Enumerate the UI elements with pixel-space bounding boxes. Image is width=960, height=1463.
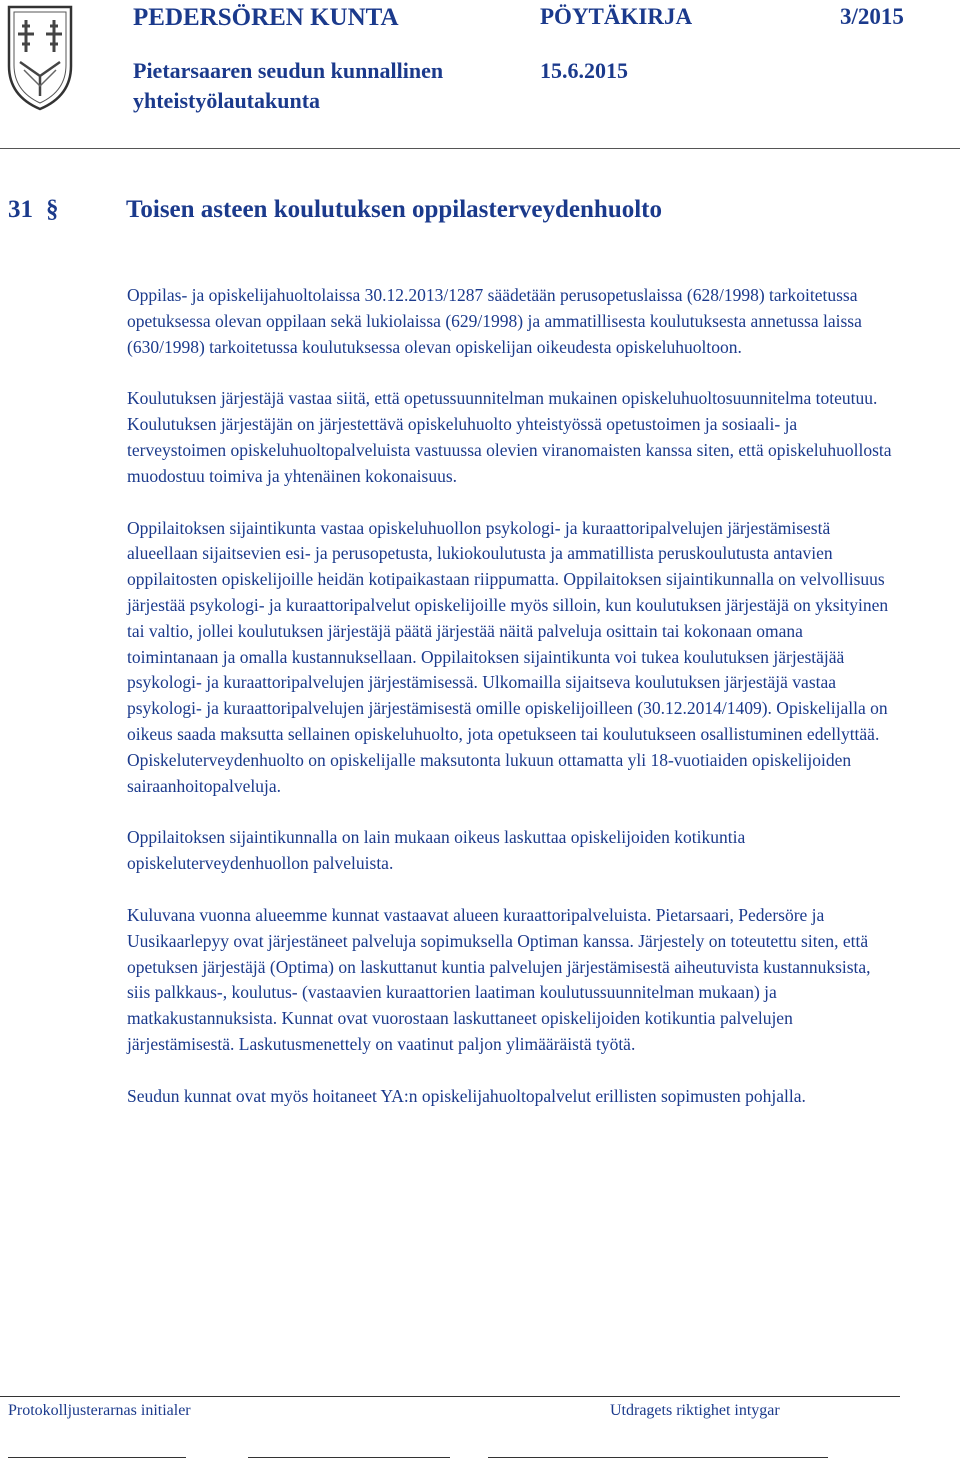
header-divider [0, 148, 960, 149]
paragraph: Oppilas- ja opiskelijahuoltolaissa 30.12.2013/1287 säädetään perusopetuslaissa (628/1998) tarkoitetussa opetuksessa olevan oppilaan sekä lukiolaissa (629/1998) ja ammatillisesta koulutuksesta annetussa laissa (630/1998) tarkoitetussa koulutuksessa olevan opiskelijan oikeudesta opiskeluhuoltoon. [127, 285, 862, 357]
initials-label: Protokolljusterarnas initialer [8, 1402, 191, 1419]
section-number: 31 [8, 196, 33, 223]
meeting-date: 15.6.2015 [540, 58, 628, 83]
signature-line [488, 1457, 828, 1458]
footer-divider [0, 1396, 900, 1397]
signature-line [248, 1457, 450, 1458]
section-heading [8, 196, 662, 224]
paragraph: Oppilaitoksen sijaintikunnalla on lain mukaan oikeus laskuttaa opiskelijoiden kotikuntia opiskeluterveydenhuollon palveluista. [127, 827, 746, 874]
paragraph: Oppilaitoksen sijaintikunta vastaa opiskeluhuollon psykologi- ja kuraattoripalvelujen järjestämisestä alueellaan sijaitsevien esi- ja perusopetusta, lukiokoulutusta ja ammatillista peruskoulutusta antavien oppilaitosten opiskelijoille heidän kotipaikastaan riippumatta. Oppilaitoksen sijaintikunnalla on velvollisuus järjestää psykologi- ja kuraattoripalvelut opiskelijoille myös silloin, kun koulutuksen järjestäjä on yksityinen tai valtio, jollei koulutuksen järjestäjä päätä järjestää näitä palveluja osittain tai kokonaan omana toimintanaan ja omalla kustannuksellaan. Oppilaitoksen sijaintikunta voi tukea koulutuksen järjestäjää psykologi- ja kuraattoripalvelujen järjestämisessä. Ulkomailla sijaitseva koulutuksen järjestäjä vastaa psykologi- ja kuraattoripalvelujen järjestämisestä omille opiskelijoilleen (30.12.2014/1409). Opiskelijalla on oikeus saada maksutta sellainen opiskeluhuolto, jota opetukseen tai koulutukseen osallistuminen edellyttää. Opiskeluterveydenhuolto on opiskelijalle maksutonta lukuun ottamatta yli 18-vuotiaiden opiskelijoiden sairaanhoitopalveluja. [127, 517, 889, 796]
section-title: Toisen asteen koulutuksen oppilasterveydenhuolto [126, 196, 662, 223]
committee-name-line1: Pietarsaaren seudun kunnallinen [133, 58, 444, 83]
paragraph: Koulutuksen järjestäjä vastaa siitä, että opetussuunnitelman mukainen opiskeluhuoltosuunnitelma toteutuu. Koulutuksen järjestäjän on järjestettävä opiskeluhuolto yhteistyössä opetustoimen ja sosiaali- ja terveystoimen opiskeluhuoltopalveluista vastuussa olevien viranomaisten kanssa siten, että opiskeluhuollosta muodostuu toimiva ja yhtenäinen kokonaisuus. [127, 388, 892, 486]
committee-name-line2: yhteistyölautakunta [133, 88, 321, 113]
signature-line [8, 1457, 186, 1458]
certification-label: Utdragets riktighet intygar [610, 1402, 780, 1419]
organization-name: PEDERSÖREN KUNTA [133, 4, 399, 31]
document-body [127, 283, 895, 1136]
paragraph: Kuluvana vuonna alueemme kunnat vastaavat alueen kuraattoripalveluista. Pietarsaari, Pedersöre ja Uusikaarlepyy ovat järjestäneet palveluja sopimuksella Optiman kanssa. Järjestely on toteutettu siten, että opetuksen järjestäjä (Optima) on laskuttanut kuntia palvelujen järjestämisestä aiheutuvista kustannuksista, siis palkkaus-, koulutus- (vastaavien kuraattorien laatiman koulutussuunnitelman mukaan) ja matkakustannuksista. Kunnat ovat vuorostaan laskuttaneet opiskelijoiden kotikuntia palvelujen järjestämisestä. Laskutusmenettely on vaatinut paljon ylimääräistä työtä. [127, 904, 871, 1054]
document-type: PÖYTÄKIRJA [540, 4, 693, 29]
paragraph: Seudun kunnat ovat myös hoitaneet YA:n opiskelijahuoltopalvelut erillisten sopimusten pohjalla. [127, 1085, 806, 1106]
coat-of-arms-icon [6, 4, 74, 112]
document-number: 3/2015 [840, 4, 904, 29]
section-symbol: § [46, 196, 59, 223]
